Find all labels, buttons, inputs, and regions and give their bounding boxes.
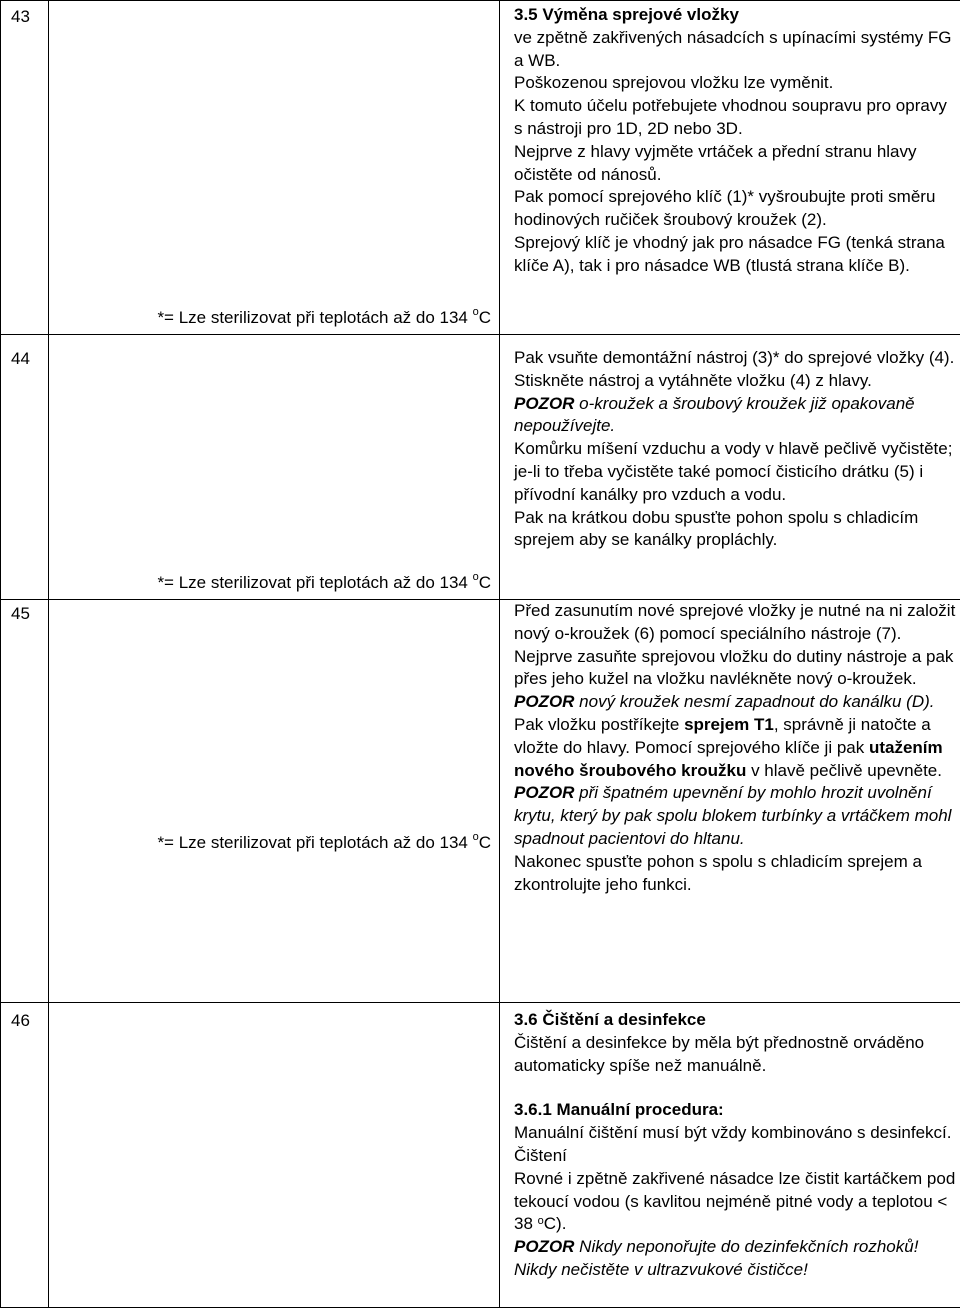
table-row-43 <box>1 1 960 335</box>
subsection-heading: 3.6.1 Manuální procedura: <box>514 1100 724 1120</box>
warning-paragraph: POZOR nový kroužek nesmí zapadnout do kanálku (D). <box>514 692 935 712</box>
section-heading: 3.5 Výměna sprejové vložky <box>514 5 739 24</box>
warning-label: POZOR <box>514 1237 575 1257</box>
paragraph: ve zpětně zakřivených násadcích s upínacími systémy FG a WB. <box>514 27 952 70</box>
paragraph: Čištení <box>514 1145 567 1165</box>
paragraph: Pak na krátkou dobu spusťte pohon spolu s chladicím sprejem aby se kanálky propláchly. <box>514 507 919 550</box>
spacer <box>514 1077 956 1099</box>
warning-label: POZOR <box>514 393 575 413</box>
warning-label: POZOR <box>514 783 575 803</box>
paragraph: Komůrku míšení vzduchu a vody v hlavě pečlivě vyčistěte; je-li to třeba vyčistěte také pomocí čisticího drátku (5) i přívodní kanálky pro vzduch a vodu. <box>514 439 953 504</box>
illustration-cell <box>49 600 500 1003</box>
sterilization-note: *= Lze sterilizovat při teplotách až do 134 $^o$C <box>157 831 491 852</box>
paragraph: Sprejový klíč je vhodný jak pro násadce FG (tenká strana klíče A), tak i pro násadce WB (tlustá strana klíče B). <box>514 232 945 275</box>
table-row-45 <box>1 600 960 1003</box>
illustration-cell <box>49 1003 500 1308</box>
table-row-46 <box>1 1003 960 1308</box>
sterilization-note: *= Lze sterilizovat při teplotách až do 134 $^o$C <box>157 571 491 592</box>
row-number: 45 <box>1 600 49 1003</box>
warning-paragraph: POZOR Nikdy neponořujte do dezinfekčních rozhoků! Nikdy nečistěte v ultrazvukové čističce! <box>514 1237 919 1279</box>
paragraph: Nejprve z hlavy vyjměte vrtáček a přední stranu hlavy očistěte od nánosů. <box>514 141 917 184</box>
illustration-cell <box>49 335 500 600</box>
paragraph: K tomuto účelu potřebujete vhodnou soupravu pro opravy s nástroji pro 1D, 2D nebo 3D. <box>514 96 947 138</box>
illustration-cell <box>49 1 500 335</box>
paragraph: Pak pomocí sprejového klíč (1)* vyšroubujte proti směru hodinových ručiček šroubový kroužek (2). <box>514 187 936 230</box>
paragraph: Poškozenou sprejovou vložku lze vyměnit. <box>514 73 834 93</box>
paragraph: Před zasunutím nové sprejové vložky je nutné na ni založit nový o-kroužek (6) pomocí speciálního nástroje (7). Nejprve zasuňte sprejovou vložku do dutiny nástroje a pak přes jeho kužel na vložku navlékněte nový o-kroužek. <box>514 601 956 689</box>
warning-label: POZOR <box>514 692 575 712</box>
row-number: 44 <box>1 335 49 600</box>
instruction-cell <box>500 1 960 335</box>
instruction-cell <box>500 600 960 1003</box>
instruction-cell <box>500 335 960 600</box>
paragraph: Pak vsuňte demontážní nástroj (3)* do sprejové vložky (4). Stiskněte nástroj a vytáhněte vložku (4) z hlavy. <box>514 348 955 390</box>
paragraph: Nakonec spusťte pohon s spolu s chladicím sprejem a zkontrolujte jeho funkci. <box>514 851 922 894</box>
instruction-cell <box>500 1003 960 1308</box>
row-number: 46 <box>1 1003 49 1308</box>
warning-paragraph: POZOR při špatném upevnění by mohlo hrozit uvolnění krytu, který by pak spolu blokem turbínky a vrtáčkem mohl spadnout pacientovi do hltanu. <box>514 783 952 848</box>
table-row-44 <box>1 335 960 600</box>
row-number: 43 <box>1 1 49 335</box>
paragraph: Manuální čištění musí být vždy kombinováno s desinfekcí. <box>514 1123 952 1143</box>
paragraph: Pak vložku postříkejte sprejem T1, správně ji natočte a vložte do hlavy. Pomocí sprejového klíče ji pak utažením nového šroubového kroužku v hlavě pečlivě upevněte. <box>514 714 943 780</box>
warning-paragraph: POZOR o-kroužek a šroubový kroužek již opakovaně nepoužívejte. <box>514 393 915 436</box>
paragraph: Čištění a desinfekce by měla být přednostně orváděno automaticky spíše než manuálně. <box>514 1032 925 1075</box>
sterilization-note: *= Lze sterilizovat při teplotách až do 134 $^o$C <box>157 306 491 327</box>
section-heading: 3.6 Čištění a desinfekce <box>514 1010 706 1029</box>
paragraph: Rovné i zpětně zakřivené násadce lze čistit kartáčkem pod tekoucí vodou (s kavlitou nejméně pitné vody a teplotou < 38 $^o$C). <box>514 1168 956 1234</box>
